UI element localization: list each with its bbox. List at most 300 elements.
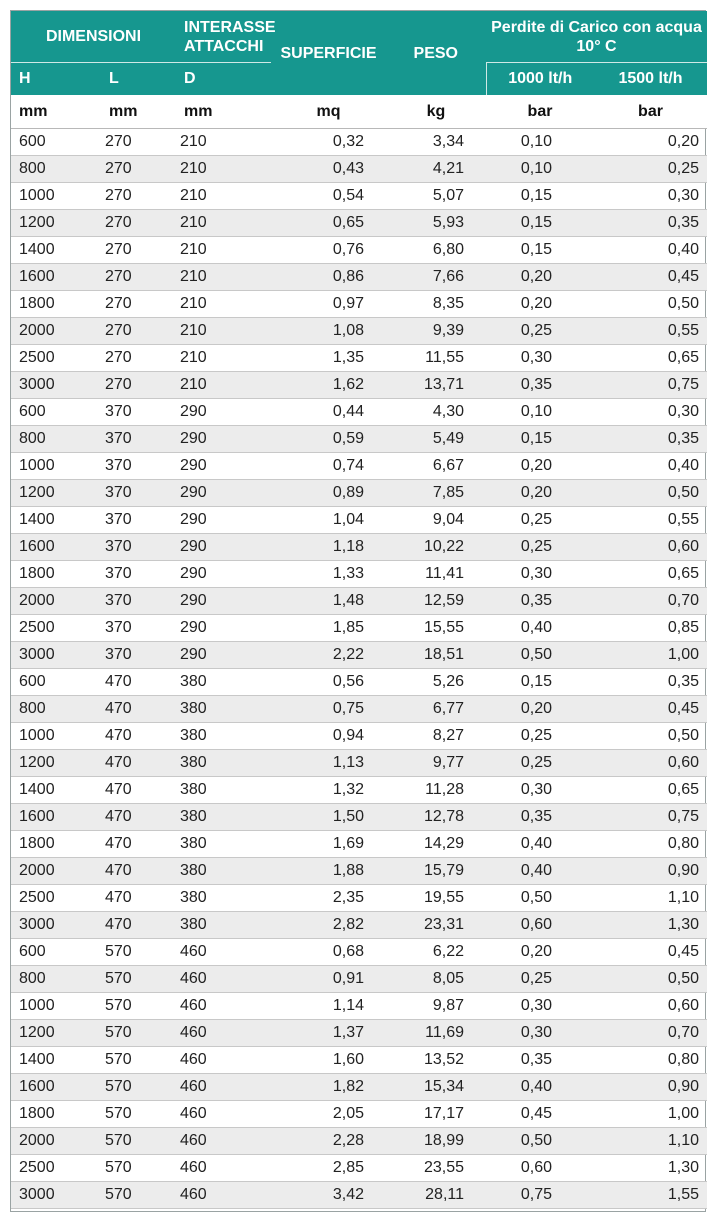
cell-h: 2500 xyxy=(11,885,101,912)
cell-d: 380 xyxy=(176,777,271,804)
cell-d: 210 xyxy=(176,129,271,156)
table-row xyxy=(11,723,707,750)
table-row xyxy=(11,615,707,642)
cell-flow-1000: 0,15 xyxy=(486,237,594,264)
cell-h: 800 xyxy=(11,966,101,993)
table-row xyxy=(11,1020,707,1047)
cell-l: 270 xyxy=(101,264,176,291)
cell-peso: 7,85 xyxy=(386,480,486,507)
cell-flow-1500: 0,35 xyxy=(594,669,707,696)
cell-d: 380 xyxy=(176,696,271,723)
cell-peso: 11,41 xyxy=(386,561,486,588)
cell-l: 370 xyxy=(101,588,176,615)
cell-h: 1600 xyxy=(11,534,101,561)
cell-flow-1500: 0,65 xyxy=(594,561,707,588)
cell-superficie: 0,56 xyxy=(271,669,386,696)
cell-superficie: 2,85 xyxy=(271,1155,386,1182)
cell-l: 570 xyxy=(101,1101,176,1128)
cell-d: 290 xyxy=(176,453,271,480)
cell-superficie: 0,68 xyxy=(271,939,386,966)
unit-peso: kg xyxy=(386,95,486,129)
cell-h: 800 xyxy=(11,156,101,183)
cell-superficie: 0,91 xyxy=(271,966,386,993)
cell-flow-1000: 0,15 xyxy=(486,669,594,696)
table-row xyxy=(11,507,707,534)
cell-l: 370 xyxy=(101,426,176,453)
table-row xyxy=(11,534,707,561)
table-header xyxy=(11,11,707,129)
cell-flow-1000: 0,30 xyxy=(486,561,594,588)
cell-superficie: 1,48 xyxy=(271,588,386,615)
cell-l: 370 xyxy=(101,615,176,642)
cell-superficie: 0,74 xyxy=(271,453,386,480)
header-superficie: SUPERFICIE xyxy=(271,11,386,95)
header-perdite: Perdite di Carico con acqua 10° C xyxy=(486,11,707,63)
cell-superficie: 0,59 xyxy=(271,426,386,453)
cell-d: 210 xyxy=(176,291,271,318)
cell-h: 1600 xyxy=(11,1074,101,1101)
cell-superficie: 1,60 xyxy=(271,1047,386,1074)
cell-peso: 15,79 xyxy=(386,858,486,885)
cell-l: 270 xyxy=(101,291,176,318)
cell-flow-1000: 0,15 xyxy=(486,426,594,453)
cell-superficie: 1,32 xyxy=(271,777,386,804)
cell-peso: 23,31 xyxy=(386,912,486,939)
header-dimensioni: DIMENSIONI xyxy=(11,11,176,63)
cell-l: 470 xyxy=(101,696,176,723)
cell-peso: 10,22 xyxy=(386,534,486,561)
cell-l: 570 xyxy=(101,1155,176,1182)
cell-flow-1000: 0,45 xyxy=(486,1101,594,1128)
cell-d: 380 xyxy=(176,723,271,750)
cell-flow-1000: 0,15 xyxy=(486,210,594,237)
cell-l: 570 xyxy=(101,1047,176,1074)
cell-peso: 8,35 xyxy=(386,291,486,318)
cell-flow-1500: 0,45 xyxy=(594,939,707,966)
cell-h: 1000 xyxy=(11,453,101,480)
cell-d: 210 xyxy=(176,183,271,210)
cell-peso: 9,77 xyxy=(386,750,486,777)
cell-d: 460 xyxy=(176,1155,271,1182)
cell-flow-1000: 0,25 xyxy=(486,966,594,993)
table-row xyxy=(11,1155,707,1182)
table-row xyxy=(11,291,707,318)
cell-flow-1000: 0,40 xyxy=(486,858,594,885)
cell-h: 1800 xyxy=(11,831,101,858)
cell-peso: 18,51 xyxy=(386,642,486,669)
cell-flow-1500: 0,70 xyxy=(594,588,707,615)
cell-l: 570 xyxy=(101,1182,176,1209)
cell-h: 3000 xyxy=(11,372,101,399)
cell-peso: 6,67 xyxy=(386,453,486,480)
cell-flow-1000: 0,30 xyxy=(486,993,594,1020)
cell-h: 600 xyxy=(11,399,101,426)
cell-flow-1500: 0,50 xyxy=(594,291,707,318)
cell-flow-1500: 0,75 xyxy=(594,372,707,399)
cell-h: 3000 xyxy=(11,912,101,939)
cell-flow-1500: 0,35 xyxy=(594,210,707,237)
cell-superficie: 0,89 xyxy=(271,480,386,507)
cell-superficie: 1,69 xyxy=(271,831,386,858)
cell-d: 210 xyxy=(176,264,271,291)
cell-flow-1000: 0,35 xyxy=(486,1047,594,1074)
table-row xyxy=(11,588,707,615)
cell-flow-1500: 1,30 xyxy=(594,1155,707,1182)
cell-flow-1500: 0,55 xyxy=(594,507,707,534)
header-row-main xyxy=(11,11,707,63)
cell-h: 2500 xyxy=(11,345,101,372)
cell-flow-1500: 0,70 xyxy=(594,1020,707,1047)
cell-peso: 8,27 xyxy=(386,723,486,750)
cell-d: 210 xyxy=(176,156,271,183)
cell-h: 1000 xyxy=(11,183,101,210)
cell-superficie: 1,50 xyxy=(271,804,386,831)
cell-flow-1000: 0,60 xyxy=(486,912,594,939)
cell-flow-1000: 0,10 xyxy=(486,129,594,156)
cell-h: 1600 xyxy=(11,804,101,831)
cell-peso: 9,87 xyxy=(386,993,486,1020)
cell-l: 270 xyxy=(101,210,176,237)
cell-flow-1500: 0,65 xyxy=(594,345,707,372)
cell-h: 1000 xyxy=(11,993,101,1020)
table-row xyxy=(11,318,707,345)
cell-l: 570 xyxy=(101,1074,176,1101)
cell-flow-1000: 0,20 xyxy=(486,264,594,291)
cell-l: 570 xyxy=(101,966,176,993)
cell-peso: 5,49 xyxy=(386,426,486,453)
cell-flow-1000: 0,30 xyxy=(486,777,594,804)
cell-superficie: 2,22 xyxy=(271,642,386,669)
cell-l: 570 xyxy=(101,939,176,966)
table-row xyxy=(11,993,707,1020)
cell-l: 270 xyxy=(101,156,176,183)
cell-superficie: 2,05 xyxy=(271,1101,386,1128)
table-row xyxy=(11,804,707,831)
cell-h: 1400 xyxy=(11,237,101,264)
cell-flow-1000: 0,75 xyxy=(486,1182,594,1209)
cell-h: 2500 xyxy=(11,615,101,642)
table-row xyxy=(11,210,707,237)
cell-superficie: 2,82 xyxy=(271,912,386,939)
table-row xyxy=(11,696,707,723)
cell-peso: 13,71 xyxy=(386,372,486,399)
cell-superficie: 1,04 xyxy=(271,507,386,534)
cell-flow-1000: 0,25 xyxy=(486,723,594,750)
cell-peso: 4,30 xyxy=(386,399,486,426)
cell-l: 270 xyxy=(101,372,176,399)
cell-d: 380 xyxy=(176,885,271,912)
cell-superficie: 0,97 xyxy=(271,291,386,318)
cell-superficie: 0,43 xyxy=(271,156,386,183)
cell-h: 600 xyxy=(11,129,101,156)
cell-superficie: 1,08 xyxy=(271,318,386,345)
cell-flow-1500: 0,40 xyxy=(594,237,707,264)
cell-d: 460 xyxy=(176,1020,271,1047)
cell-d: 290 xyxy=(176,399,271,426)
cell-flow-1000: 0,30 xyxy=(486,345,594,372)
cell-d: 210 xyxy=(176,237,271,264)
cell-peso: 15,34 xyxy=(386,1074,486,1101)
cell-h: 1600 xyxy=(11,264,101,291)
cell-flow-1500: 0,40 xyxy=(594,453,707,480)
cell-flow-1500: 1,30 xyxy=(594,912,707,939)
table-row xyxy=(11,912,707,939)
cell-superficie: 0,32 xyxy=(271,129,386,156)
cell-flow-1000: 0,20 xyxy=(486,939,594,966)
cell-peso: 7,66 xyxy=(386,264,486,291)
table-row xyxy=(11,561,707,588)
cell-l: 270 xyxy=(101,318,176,345)
cell-flow-1000: 0,20 xyxy=(486,291,594,318)
cell-h: 600 xyxy=(11,669,101,696)
cell-h: 600 xyxy=(11,939,101,966)
cell-peso: 15,55 xyxy=(386,615,486,642)
cell-peso: 11,55 xyxy=(386,345,486,372)
cell-flow-1000: 0,15 xyxy=(486,183,594,210)
table-row xyxy=(11,183,707,210)
cell-d: 290 xyxy=(176,615,271,642)
cell-peso: 5,93 xyxy=(386,210,486,237)
cell-peso: 4,21 xyxy=(386,156,486,183)
table-row xyxy=(11,939,707,966)
cell-flow-1500: 0,35 xyxy=(594,426,707,453)
cell-peso: 28,11 xyxy=(386,1182,486,1209)
header-flow-1500: 1500 lt/h xyxy=(594,63,707,96)
cell-flow-1500: 0,90 xyxy=(594,858,707,885)
cell-flow-1500: 1,00 xyxy=(594,642,707,669)
cell-flow-1500: 0,25 xyxy=(594,156,707,183)
cell-l: 470 xyxy=(101,858,176,885)
unit-flow-1000: bar xyxy=(486,95,594,129)
cell-flow-1000: 0,40 xyxy=(486,831,594,858)
cell-h: 1400 xyxy=(11,777,101,804)
cell-l: 270 xyxy=(101,345,176,372)
cell-d: 290 xyxy=(176,534,271,561)
specs-table-frame xyxy=(10,10,706,1212)
table-row xyxy=(11,426,707,453)
cell-peso: 11,28 xyxy=(386,777,486,804)
unit-flow-1500: bar xyxy=(594,95,707,129)
cell-l: 470 xyxy=(101,831,176,858)
cell-flow-1000: 0,50 xyxy=(486,885,594,912)
cell-flow-1500: 1,10 xyxy=(594,885,707,912)
cell-superficie: 2,35 xyxy=(271,885,386,912)
cell-d: 380 xyxy=(176,912,271,939)
cell-flow-1000: 0,35 xyxy=(486,372,594,399)
cell-superficie: 1,82 xyxy=(271,1074,386,1101)
cell-flow-1500: 0,45 xyxy=(594,696,707,723)
cell-l: 370 xyxy=(101,534,176,561)
unit-h: mm xyxy=(11,95,101,129)
cell-h: 1200 xyxy=(11,210,101,237)
table-row xyxy=(11,129,707,156)
cell-h: 1800 xyxy=(11,291,101,318)
table-row xyxy=(11,885,707,912)
cell-flow-1000: 0,25 xyxy=(486,318,594,345)
table-row xyxy=(11,750,707,777)
cell-flow-1500: 0,50 xyxy=(594,480,707,507)
cell-peso: 11,69 xyxy=(386,1020,486,1047)
table-body xyxy=(11,129,707,1209)
header-flow-1000: 1000 lt/h xyxy=(486,63,594,96)
table-row xyxy=(11,858,707,885)
cell-l: 370 xyxy=(101,561,176,588)
cell-superficie: 0,54 xyxy=(271,183,386,210)
units-row xyxy=(11,95,707,129)
cell-flow-1000: 0,30 xyxy=(486,1020,594,1047)
cell-h: 1800 xyxy=(11,561,101,588)
cell-superficie: 1,33 xyxy=(271,561,386,588)
cell-flow-1000: 0,20 xyxy=(486,696,594,723)
cell-peso: 6,77 xyxy=(386,696,486,723)
header-col-d: D xyxy=(176,63,271,96)
table-row xyxy=(11,642,707,669)
header-interasse: INTERASSE ATTACCHI xyxy=(176,11,271,63)
cell-h: 1000 xyxy=(11,723,101,750)
cell-d: 210 xyxy=(176,318,271,345)
cell-peso: 6,80 xyxy=(386,237,486,264)
table-row xyxy=(11,453,707,480)
cell-flow-1000: 0,50 xyxy=(486,642,594,669)
cell-h: 1400 xyxy=(11,507,101,534)
cell-l: 470 xyxy=(101,750,176,777)
cell-flow-1500: 1,00 xyxy=(594,1101,707,1128)
cell-l: 370 xyxy=(101,642,176,669)
cell-superficie: 0,65 xyxy=(271,210,386,237)
cell-flow-1500: 0,85 xyxy=(594,615,707,642)
table-row xyxy=(11,777,707,804)
cell-peso: 9,04 xyxy=(386,507,486,534)
cell-d: 460 xyxy=(176,1128,271,1155)
cell-flow-1500: 0,30 xyxy=(594,399,707,426)
cell-flow-1500: 0,60 xyxy=(594,750,707,777)
cell-d: 460 xyxy=(176,1074,271,1101)
cell-d: 460 xyxy=(176,1182,271,1209)
cell-h: 3000 xyxy=(11,642,101,669)
cell-superficie: 1,85 xyxy=(271,615,386,642)
table-row xyxy=(11,966,707,993)
header-col-l: L xyxy=(101,63,176,96)
cell-flow-1000: 0,10 xyxy=(486,399,594,426)
cell-h: 1200 xyxy=(11,1020,101,1047)
cell-flow-1500: 0,50 xyxy=(594,966,707,993)
cell-flow-1500: 0,45 xyxy=(594,264,707,291)
specs-table xyxy=(11,11,707,1209)
cell-h: 1400 xyxy=(11,1047,101,1074)
cell-peso: 18,99 xyxy=(386,1128,486,1155)
cell-flow-1500: 0,75 xyxy=(594,804,707,831)
table-row xyxy=(11,345,707,372)
cell-h: 3000 xyxy=(11,1182,101,1209)
cell-h: 1200 xyxy=(11,750,101,777)
cell-flow-1000: 0,10 xyxy=(486,156,594,183)
cell-l: 470 xyxy=(101,723,176,750)
cell-superficie: 1,62 xyxy=(271,372,386,399)
cell-flow-1500: 0,60 xyxy=(594,993,707,1020)
cell-peso: 12,78 xyxy=(386,804,486,831)
cell-l: 370 xyxy=(101,399,176,426)
cell-d: 380 xyxy=(176,858,271,885)
cell-superficie: 1,35 xyxy=(271,345,386,372)
cell-superficie: 0,44 xyxy=(271,399,386,426)
cell-peso: 13,52 xyxy=(386,1047,486,1074)
cell-flow-1000: 0,25 xyxy=(486,507,594,534)
cell-peso: 17,17 xyxy=(386,1101,486,1128)
cell-h: 800 xyxy=(11,696,101,723)
cell-flow-1000: 0,35 xyxy=(486,588,594,615)
cell-superficie: 1,37 xyxy=(271,1020,386,1047)
cell-superficie: 1,18 xyxy=(271,534,386,561)
cell-flow-1000: 0,40 xyxy=(486,615,594,642)
table-row xyxy=(11,399,707,426)
cell-d: 380 xyxy=(176,831,271,858)
cell-l: 370 xyxy=(101,507,176,534)
cell-h: 2000 xyxy=(11,858,101,885)
cell-h: 2000 xyxy=(11,318,101,345)
cell-flow-1000: 0,60 xyxy=(486,1155,594,1182)
cell-flow-1000: 0,25 xyxy=(486,750,594,777)
cell-flow-1500: 0,65 xyxy=(594,777,707,804)
cell-h: 2000 xyxy=(11,1128,101,1155)
cell-superficie: 0,94 xyxy=(271,723,386,750)
cell-flow-1000: 0,50 xyxy=(486,1128,594,1155)
cell-l: 570 xyxy=(101,1020,176,1047)
cell-flow-1000: 0,35 xyxy=(486,804,594,831)
header-col-h: H xyxy=(11,63,101,96)
cell-l: 470 xyxy=(101,885,176,912)
unit-l: mm xyxy=(101,95,176,129)
cell-d: 290 xyxy=(176,426,271,453)
table-row xyxy=(11,1182,707,1209)
cell-flow-1500: 0,20 xyxy=(594,129,707,156)
table-row xyxy=(11,1128,707,1155)
cell-superficie: 2,28 xyxy=(271,1128,386,1155)
cell-d: 380 xyxy=(176,669,271,696)
cell-superficie: 3,42 xyxy=(271,1182,386,1209)
header-peso: PESO xyxy=(386,11,486,95)
cell-h: 800 xyxy=(11,426,101,453)
cell-d: 290 xyxy=(176,480,271,507)
table-row xyxy=(11,237,707,264)
cell-peso: 6,22 xyxy=(386,939,486,966)
cell-l: 270 xyxy=(101,183,176,210)
cell-flow-1500: 0,60 xyxy=(594,534,707,561)
cell-d: 460 xyxy=(176,939,271,966)
cell-l: 270 xyxy=(101,129,176,156)
cell-d: 290 xyxy=(176,507,271,534)
cell-d: 380 xyxy=(176,804,271,831)
cell-h: 2500 xyxy=(11,1155,101,1182)
cell-l: 370 xyxy=(101,480,176,507)
table-row xyxy=(11,669,707,696)
cell-flow-1500: 0,50 xyxy=(594,723,707,750)
table-row xyxy=(11,156,707,183)
table-row xyxy=(11,480,707,507)
cell-l: 570 xyxy=(101,993,176,1020)
cell-superficie: 0,86 xyxy=(271,264,386,291)
cell-superficie: 0,75 xyxy=(271,696,386,723)
cell-flow-1000: 0,40 xyxy=(486,1074,594,1101)
table-row xyxy=(11,831,707,858)
table-row xyxy=(11,1047,707,1074)
cell-d: 290 xyxy=(176,561,271,588)
table-row xyxy=(11,264,707,291)
cell-flow-1000: 0,25 xyxy=(486,534,594,561)
cell-d: 210 xyxy=(176,372,271,399)
cell-l: 370 xyxy=(101,453,176,480)
cell-superficie: 1,13 xyxy=(271,750,386,777)
cell-peso: 3,34 xyxy=(386,129,486,156)
